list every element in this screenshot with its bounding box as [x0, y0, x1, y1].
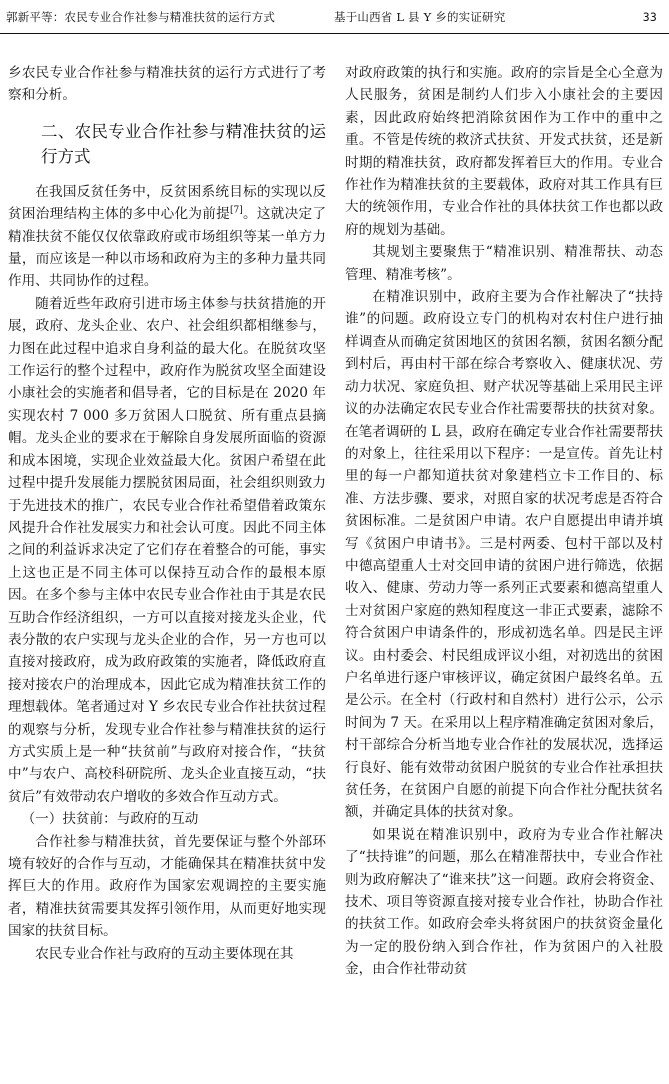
paragraph: 合作社参与精准扶贫，首先要保证与整个外部环境有较好的合作与互动，才能确保其在精准扶贫中发挥巨大的作用。政府作为国家宏观调控的主要实施者，精准扶贫需要其发挥引领作用，从而更好地实现国家的扶贫目标。: [8, 833, 326, 940]
paragraph: 在精准识别中，政府主要为合作社解决了“扶持谁”的问题。政府设立专门的机构对农村住户进行抽样调查从而确定贫困地区的贫困名额，贫困名额分配到村后，再由村干部在综合考察收入、健康状况、劳动力状况、家庭负担、财产状况等基础上采用民主评议的办法确定农民专业合作社需要帮扶的扶贫对象。在笔者调研的 L 县，政府在确定专业合作社需要帮扶的对象上，往往采用以下程序：一是宣传。首先让村里的每一户都知道扶贫对象建档立卡工作目的、标准、方法步骤、要求，对照自家的状况考虑是否符合贫困标准。二是贫困户申请。农户自愿提出申请并填写《贫困户申请书》。三是村两委、包村干部以及村中德高望重人士对交回申请的贫困户进行筛选，依据收入、健康、劳动力等一系列正式要素和德高望重人士对贫困户家庭的熟知程度这一非正式要素，滤除不符合贫困户申请条件的，形成初选名单。四是民主评议。由村委会、村民组成评议小组，对初选出的贫困户名单进行逐户审核评议，确定贫困户最终名单。五是公示。在全村（行政村和自然村）进行公示，公示时间为 7 天。在采用以上程序精准确定贫困对象后，村干部综合分析当地专业合作社的发展状况，选择运行良好、能有效带动贫困户脱贫的专业合作社承担扶贫任务，在贫困户自愿的前提下向合作社分配扶贫名额，并确定具体的扶贫对象。: [345, 289, 663, 821]
paragraph: 其规划主要聚焦于“精准识别、精准帮扶、动态管理、精准考核”。: [345, 244, 663, 283]
running-header: [0, 6, 669, 28]
citation-marker: [7]: [230, 205, 243, 216]
paragraph-continued: 对政府政策的执行和实施。政府的宗旨是全心全意为人民服务，贫困是制约人们步入小康社会的主要因素，因此政府始终把消除贫困作为工作中的重中之重。不管是传统的救济式扶贫、开发式扶贫，还是新时期的精准扶贫，政府都发挥着巨大的作用。专业合作社作为精准扶贫的主要载体，政府对其工作具有巨大的统领作用，专业合作社的具体扶贫工作也都以政府的规划为基础。: [345, 65, 663, 238]
paragraph: 随着近些年政府引进市场主体参与扶贫措施的开展，政府、龙头企业、农户、社会组织都相继参与，力图在此过程中追求自身利益的最大化。在脱贫攻坚工作运行的整个过程中，政府作为脱贫攻坚全面建设小康社会的实施者和倡导者，它的目标是在 2020 年实现农村 7 000 多万贫困人口脱贫、所有重点县摘帽。龙头企业的要求在于解除自身发展所面临的资源和成本困境，实现企业效益最大化。贫困户希望在此过程中提升发展能力摆脱贫困局面，社会组织则致力于先进技术的推广，农民专业合作社希望借着政策东风提升合作社发展实力和社会认可度。因此不同主体之间的利益诉求决定了它们存在着整合的可能，事实上这也正是不同主体可以保持互动合作的最根本原因。在多个参与主体中农民专业合作社由于其是农民互助合作经济组织，一方可以直接对接龙头企业，代表分散的农户实现与龙头企业的合作，另一方也可以直接对接政府，成为政府政策的实施者，降低政府直接对接农户的治理成本，因此它成为精准扶贫工作的理想载体。笔者通过对 Y 乡农民专业合作社扶贫过程的观察与分析，发现专业合作社参与精准扶贫的运行方式实质上是一种“扶贫前”与政府对接合作，“扶贫中”与农户、高校科研院所、龙头企业直接互动，“扶贫后”有效带动农户增收的多效合作互动方式。: [8, 295, 326, 805]
paragraph: 如果说在精准识别中，政府为专业合作社解决了“扶持谁”的问题，那么在精准帮扶中，专业合作社则为政府解决了“谁来扶”这一问题。政府会将资金、技术、项目等资源直接对接专业合作社，协助合作社的扶贫工作。如政府会牵头将贫困户的扶贫资金量化为一定的股份纳入到合作社，作为贫困户的入社股金，由合作社带动贫: [345, 826, 663, 978]
paragraph-text: 。这就决定了精准扶贫不能仅仅依靠政府或市场组织等某一单方力量，而应该是一种以市场和政府为主的多种力量共同作用、共同协作的过程。: [8, 206, 326, 290]
left-column: [8, 62, 326, 965]
subsection-heading: （一）扶贫前：与政府的互动: [21, 811, 199, 828]
running-header-authors: 郭新平等：农民专业合作社参与精准扶贫的运行方式: [6, 10, 276, 24]
paragraph-text: 在我国反贫任务中，反贫困系统目标的实现以反贫困治理结构主体的多中心化为前提: [8, 183, 326, 223]
running-header-subtitle: 基于山西省 L 县 Y 乡的实证研究: [334, 10, 506, 24]
paragraph: 农民专业合作社与政府的互动主要体现在其: [35, 945, 294, 962]
paragraph: [8, 181, 326, 293]
right-column: [345, 62, 663, 981]
paragraph-intro-continued: 乡农民专业合作社参与精准扶贫的运行方式进行了考察和分析。: [8, 65, 326, 104]
header-rule: [0, 33, 669, 34]
section-heading: 二、农民专业合作社参与精准扶贫的运行方式: [41, 121, 326, 166]
page-number: 33: [642, 10, 657, 24]
